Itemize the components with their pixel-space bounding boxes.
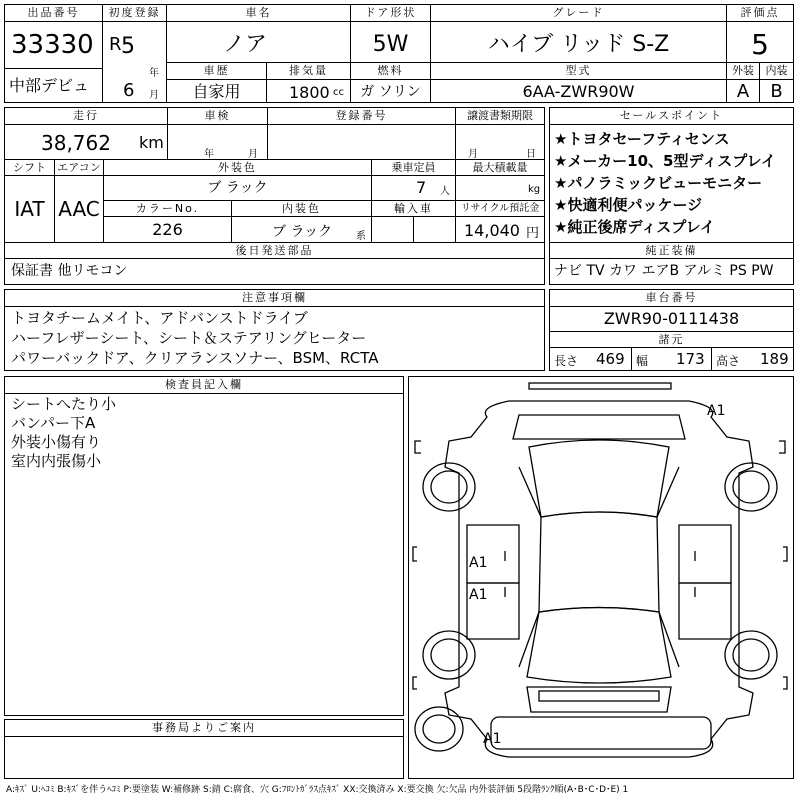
damage-mark: A1 <box>707 403 726 419</box>
transfer-month-unit: 月 <box>468 149 478 159</box>
roof <box>539 512 659 612</box>
bracket-r2 <box>783 547 787 561</box>
transfer-cell <box>456 125 544 159</box>
intcolor-cell <box>232 217 372 242</box>
ext-grade: A <box>727 80 760 102</box>
load-cell <box>456 176 544 200</box>
int-grade-label: 内装 <box>760 62 793 80</box>
pillar-left-rear <box>519 612 539 667</box>
hood <box>513 415 685 439</box>
venue-name: 中部デビュ <box>5 68 103 102</box>
width-label: 幅 <box>636 354 649 368</box>
inspector-block <box>4 376 404 716</box>
spare-wheel-inner <box>423 715 455 743</box>
inspection-year-unit: 年 <box>204 149 214 159</box>
car-name-label: 車名 <box>167 5 351 22</box>
colorno-label: カラーNo. <box>104 200 232 217</box>
door-right-rear <box>679 583 731 639</box>
month-unit: 月 <box>149 90 159 101</box>
first-reg-cell <box>103 22 167 102</box>
rear-bumper-detail <box>539 691 659 701</box>
grade-value: ハイブ リッド S-Z <box>431 22 727 68</box>
history-value: 自家用 <box>167 80 267 102</box>
year-unit: 年 <box>149 68 159 79</box>
inspector-line: 室内内張傷小 <box>11 452 102 470</box>
mirror-right <box>779 441 785 453</box>
sales-point-item: ★純正後席ディスプレイ <box>554 218 715 236</box>
bracket-r1 <box>783 677 787 689</box>
spare-wheel <box>415 707 463 751</box>
later-parts-label: 後日発送部品 <box>5 242 544 259</box>
int-grade: B <box>770 81 783 102</box>
bracket-l2 <box>413 547 417 561</box>
roof-strip <box>529 383 671 389</box>
model-label: 型式 <box>431 62 727 80</box>
sales-point-item: ★トヨタセーフティセンス <box>554 130 730 148</box>
recycle-label: リサイクル預託金 <box>456 200 544 217</box>
inspector-line: シートへたり小 <box>11 395 117 413</box>
height-value: 189 <box>760 350 789 368</box>
lot-number: 33330 <box>5 22 103 68</box>
ac-label: エアコン <box>55 159 104 176</box>
width-value: 173 <box>676 350 705 368</box>
import-label: 輸入車 <box>372 200 456 217</box>
office-block <box>4 719 404 779</box>
wheel-front-left-inner <box>431 471 467 503</box>
import-cell <box>372 217 414 242</box>
reg-month: 6 <box>123 80 135 101</box>
intcolor-unit: 系 <box>356 231 366 242</box>
notes-label: 注意事項欄 <box>5 290 544 307</box>
capacity-unit: 人 <box>440 186 450 197</box>
sales-points-block <box>549 107 794 285</box>
dims-label: 諸元 <box>550 331 793 348</box>
ext-grade-label: 外装 <box>727 62 760 80</box>
shift-label: シフト <box>5 159 55 176</box>
inspection-label: 車検 <box>168 108 268 125</box>
sales-point-item: ★メーカー10、5型ディスプレイ <box>554 152 776 170</box>
door-label: ドア形状 <box>351 5 431 22</box>
legend-text: A:ｷｽﾞ U:ﾍｺﾐ B:ｷｽﾞを伴うﾍｺﾐ P:要塗装 W:補修跡 S:錆 C:腐食、穴 G:ﾌﾛﾝﾄｶﾞﾗｽ点ｷｽﾞ XX:交換済み X:要交換 欠:欠品 内外装評価 5段階ﾗﾝｸ順(A･B･C･D･E) 1 <box>6 785 629 795</box>
era-letter: R <box>109 34 122 55</box>
color-label: 外装色 <box>104 159 372 176</box>
equipment-label: 純正装備 <box>550 242 793 259</box>
pillar-right-rear <box>659 612 679 667</box>
mileage-label: 走行 <box>5 108 168 125</box>
inspector-line: バンパー下A <box>11 414 96 432</box>
mileage-value: 38,762 <box>41 131 111 155</box>
sales-points-list <box>554 128 793 243</box>
length-cell <box>550 348 632 370</box>
recycle-cell <box>456 217 544 242</box>
regno-label: 登録番号 <box>268 108 456 125</box>
rear-glass <box>527 608 671 684</box>
bracket-l1 <box>413 677 417 689</box>
fuel-label: 燃料 <box>351 62 431 80</box>
notes-block <box>4 289 545 371</box>
score-label: 評価点 <box>727 5 793 22</box>
regno-cell <box>268 125 456 159</box>
disp-cell <box>267 80 351 102</box>
mileage-unit: km <box>139 133 164 152</box>
windshield <box>529 440 669 517</box>
car-name: ノア <box>167 22 351 68</box>
damage-mark: A1 <box>469 555 488 571</box>
inspector-label: 検査員記入欄 <box>5 377 403 394</box>
note-line: トヨタチームメイト、アドバンストドライブ <box>11 309 308 327</box>
car-diagram <box>408 376 794 779</box>
notes-lines <box>11 308 542 370</box>
intcolor-value: ブ ラック <box>272 224 333 240</box>
damage-mark: A1 <box>483 731 502 747</box>
length-label: 長さ <box>554 354 579 368</box>
width-cell <box>632 348 712 370</box>
chassis-number: ZWR90-0111438 <box>603 309 740 328</box>
height-label: 高さ <box>716 354 741 368</box>
inspection-month-unit: 月 <box>248 149 258 159</box>
history-label: 車歴 <box>167 62 267 80</box>
recycle-value: 14,040 <box>464 221 520 240</box>
header-block <box>4 4 794 103</box>
later-parts-value: 保証書 他リモコン <box>11 263 128 279</box>
wheel-rear-left-inner <box>431 639 467 671</box>
pillar-left <box>519 467 541 517</box>
displacement: 1800 <box>289 83 330 102</box>
door-type: 5W <box>351 22 431 68</box>
damage-mark: A1 <box>469 587 488 603</box>
chassis-block <box>549 289 794 371</box>
reg-year: 5 <box>121 34 135 59</box>
note-line: パワーバックドア、クリアランスソナー、BSM、RCTA <box>11 349 379 367</box>
rear-bumper <box>491 717 711 749</box>
office-label: 事務局よりご案内 <box>5 720 403 737</box>
recycle-unit: 円 <box>526 226 540 241</box>
disp-label: 排気量 <box>267 62 351 80</box>
import-cell-2 <box>414 217 456 242</box>
capacity-value: 7 <box>416 178 427 197</box>
car-diagram-svg <box>409 377 793 778</box>
equipment-value: ナビ TV カワ エアB アルミ PS PW <box>554 263 774 279</box>
inspector-line: 外装小傷有り <box>11 433 102 451</box>
fuel-value: ガ ソリン <box>351 80 431 102</box>
chassis-label: 車台番号 <box>550 290 793 307</box>
intcolor-label: 内装色 <box>232 200 372 217</box>
load-label: 最大積載量 <box>456 159 544 176</box>
height-cell <box>712 348 793 370</box>
door-right-front <box>679 525 731 583</box>
body-outline <box>445 401 753 757</box>
transfer-label: 譲渡書類期限 <box>456 108 544 125</box>
sales-point-item: ★快適利便パッケージ <box>554 196 703 214</box>
shift-value: IAT <box>5 176 55 242</box>
door-left-front <box>467 525 519 583</box>
mileage-cell <box>5 125 168 159</box>
ac-value: AAC <box>55 176 104 242</box>
score-value: 5 <box>751 28 769 61</box>
pillar-right <box>657 467 679 517</box>
specs-block <box>4 107 545 285</box>
model-code: 6AA-ZWR90W <box>431 80 727 102</box>
inspection-cell <box>168 125 268 159</box>
length-value: 469 <box>596 350 625 368</box>
mirror-left <box>415 441 421 453</box>
sales-point-item: ★パノラミックビューモニター <box>554 174 763 192</box>
load-unit: kg <box>528 184 541 195</box>
color-value: ブ ラック <box>104 176 372 200</box>
first-reg-label: 初度登録 <box>103 5 167 22</box>
inspector-lines <box>11 395 401 495</box>
colorno-value: 226 <box>104 217 232 242</box>
lot-label: 出品番号 <box>5 5 103 22</box>
capacity-label: 乗車定員 <box>372 159 456 176</box>
transfer-day-unit: 日 <box>526 149 536 159</box>
note-line: ハーフレザーシート、シート＆ステアリングヒーター <box>11 329 367 347</box>
sales-points-label: セールスポイント <box>550 108 793 125</box>
disp-unit: cc <box>333 87 344 98</box>
capacity-cell <box>372 176 456 200</box>
grade-label: グレード <box>431 5 727 22</box>
